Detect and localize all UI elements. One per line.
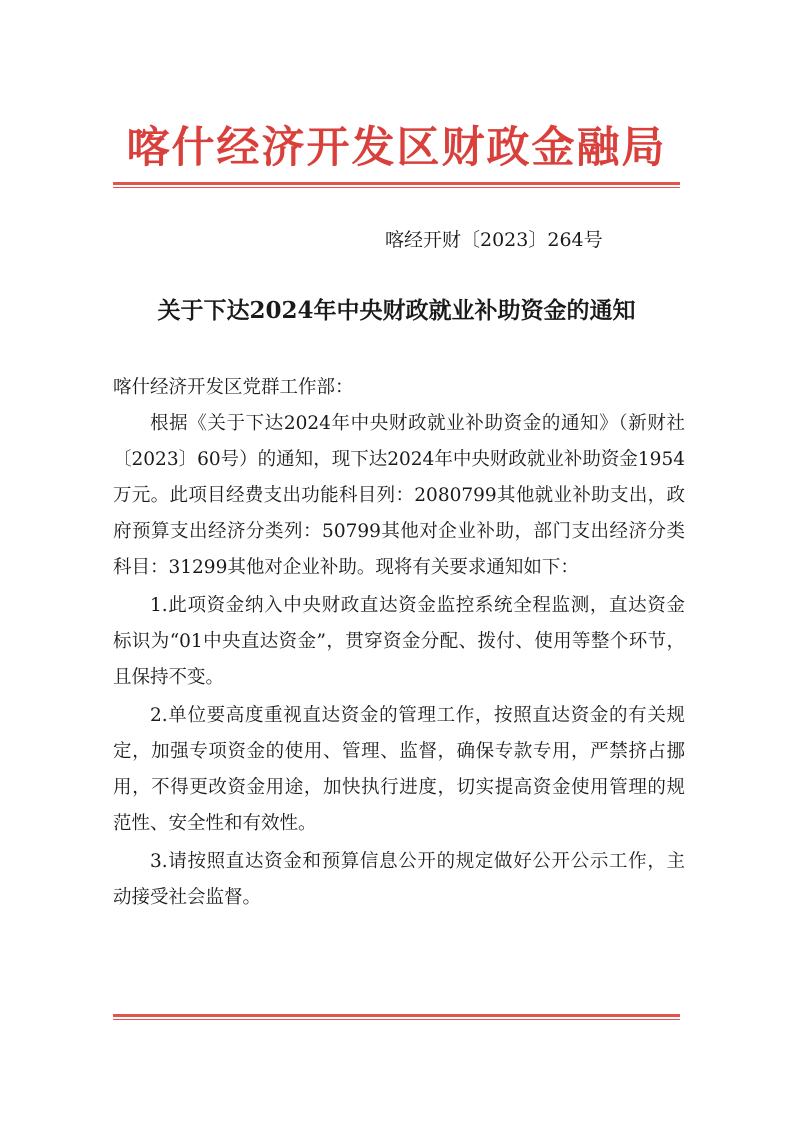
body-paragraph-intro: 根据《关于下达2024年中央财政就业补助资金的通知》（新财社〔2023〕60号）的通知，现下达2024年中央财政就业补助资金1954万元。此项目经费支出功能科目列：2080799其他就业补助支出，政府预算支出经济分类列：50799其他对企业补助，部门支出经济分类科目：31299其他对企业补助。现将有关要求通知如下： <box>113 413 685 578</box>
org-header-title: 喀什经济开发区财政金融局 <box>126 123 667 173</box>
body-paragraph-3: 3.请按照直达资金和预算信息公开的规定做好公开公示工作，主动接受社会监督。 <box>113 851 685 908</box>
document-body <box>113 369 685 916</box>
addressee: 喀什经济开发区党群工作部： <box>113 377 354 398</box>
body-paragraph-2: 2.单位要高度重视直达资金的管理工作，按照直达资金的有关规定，加强专项资金的使用、管理、监督，确保专款专用，严禁挤占挪用，不得更改资金用途，加快执行进度，切实提高资金使用管理的规范性、安全性和有效性。 <box>113 705 685 834</box>
document-number: 喀经开财〔2023〕264号 <box>385 229 603 251</box>
footer-red-rule <box>113 1014 680 1020</box>
document-title: 关于下达2024年中央财政就业补助资金的通知 <box>157 297 636 324</box>
header-red-rule <box>113 182 680 188</box>
body-paragraph-1: 1.此项资金纳入中央财政直达资金监控系统全程监测，直达资金标识为“01中央直达资金”，贯穿资金分配、拨付、使用等整个环节，且保持不变。 <box>113 595 685 688</box>
